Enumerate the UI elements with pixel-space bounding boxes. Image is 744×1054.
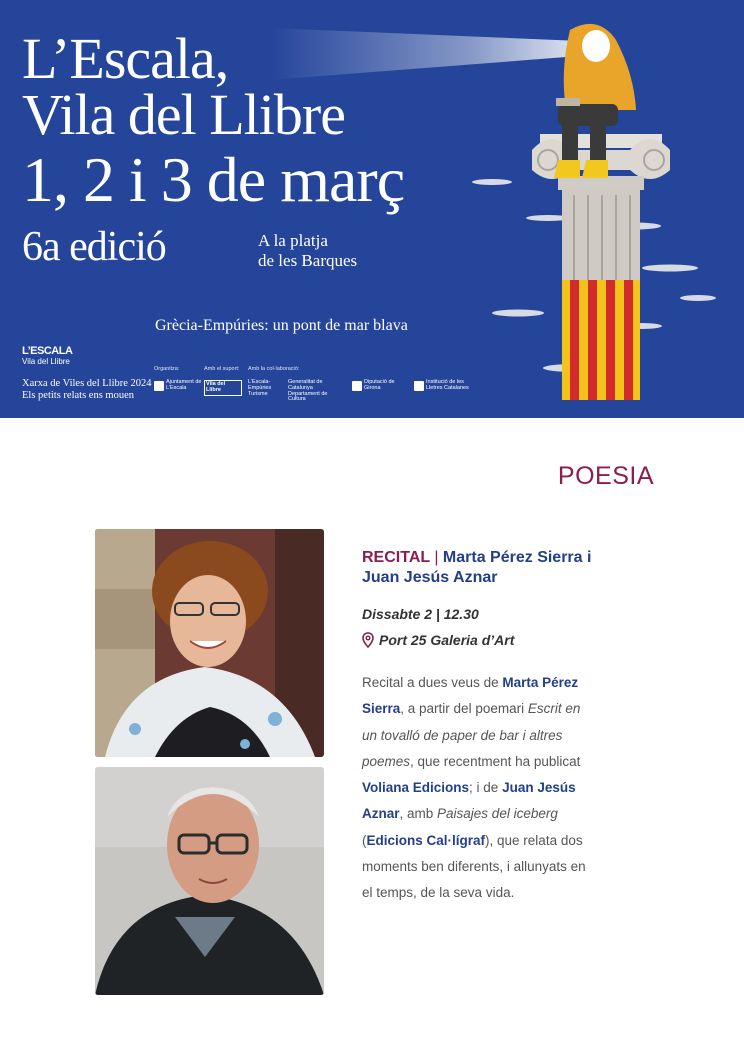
sponsor-label-organitza: Organitza: (154, 366, 180, 372)
desc-book-1: Escrit en un tovalló de paper de bar i altres poemes (362, 701, 581, 769)
desc-text: ( (362, 832, 367, 848)
banner-edition: 6a edició (22, 224, 166, 270)
event-performers: Marta Pérez Sierra i Juan Jesús Aznar (362, 549, 592, 587)
sponsor-label-suport: Amb el suport: (204, 366, 240, 372)
desc-author-2: Juan Jesús Aznar (362, 780, 576, 822)
sponsor-logo (288, 380, 346, 403)
sponsor-name: Vila del Llibre (204, 380, 242, 396)
photo-juan-jesus-aznar (95, 767, 324, 995)
logo-line-1: L’ESCALA (22, 345, 73, 357)
desc-text: ; i de (469, 780, 503, 796)
desc-book-2: Paisajes del iceberg (437, 806, 558, 822)
desc-text: , amb (399, 806, 438, 822)
sponsor-name: Generalitat de Catalunya Departament de Cultura (288, 379, 328, 403)
sponsor-logo (248, 380, 284, 397)
sponsor-name: Institució de les Lletres Catalanes (426, 379, 469, 391)
desc-text: , a partir del poemari (400, 701, 528, 717)
banner-title-line-1: L’Escala, (22, 26, 229, 91)
sponsor-name: L’Escala-Empúries Turisme (248, 379, 272, 397)
portrait-woman (95, 529, 324, 757)
photo-marta-perez-sierra (95, 529, 324, 757)
sponsor-logo (154, 380, 204, 392)
sponsor-name: Ajuntament de L’Escala (166, 379, 202, 391)
network-line-2: Els petits relats ens mouen (22, 389, 134, 401)
network-text (22, 378, 152, 401)
lighthouse-column-illustration (470, 0, 744, 418)
location-pin-icon (362, 632, 374, 648)
desc-text: ), que relata dos moments ben diferents, i allunyats en el temps, de la seva vida. (362, 832, 586, 901)
banner-dates: 1, 2 i 3 de març (22, 144, 405, 215)
network-line-1: Xarxa de Viles del Llibre 2024 (22, 378, 152, 389)
desc-publisher-2: Edicions Cal·lígraf (366, 832, 486, 848)
portrait-man (95, 767, 324, 995)
event-category: RECITAL (362, 549, 430, 566)
event-heading (362, 548, 592, 589)
logo-line-2: Vila del Llibre (22, 357, 70, 366)
sponsor-logo (352, 380, 410, 392)
event-separator: | (434, 549, 439, 566)
banner-place-line-1: A la platja (258, 231, 328, 250)
desc-text: Recital a dues veus de (362, 675, 503, 690)
sponsor-label-collaboracio: Amb la col·laboració: (248, 366, 300, 372)
sponsor-logo (204, 380, 242, 396)
event-venue (362, 632, 514, 648)
sponsor-mark-icon (414, 381, 424, 391)
desc-text: , que recentment ha publicat (410, 753, 581, 769)
banner-tagline: Grècia-Empúries: un pont de mar blava (155, 317, 408, 334)
event-venue-name: Port 25 Galeria d’Art (379, 632, 515, 648)
banner-place-line-2: de les Barques (258, 251, 358, 270)
desc-author-1: Marta Pérez Sierra (362, 675, 579, 717)
festival-banner (0, 0, 744, 418)
sponsor-name: Diputació de Girona (364, 379, 395, 391)
sponsor-mark-icon (154, 381, 164, 391)
sponsor-logo (414, 380, 470, 392)
event-description (362, 670, 592, 907)
sponsor-mark-icon (352, 381, 362, 391)
vila-del-llibre-logo (22, 346, 72, 366)
banner-title-line-2: Vila del Llibre (22, 82, 345, 147)
desc-publisher-1: Voliana Edicions (362, 780, 470, 796)
section-title: POESIA (557, 462, 654, 490)
event-date: Dissabte 2 | 12.30 (362, 606, 479, 622)
